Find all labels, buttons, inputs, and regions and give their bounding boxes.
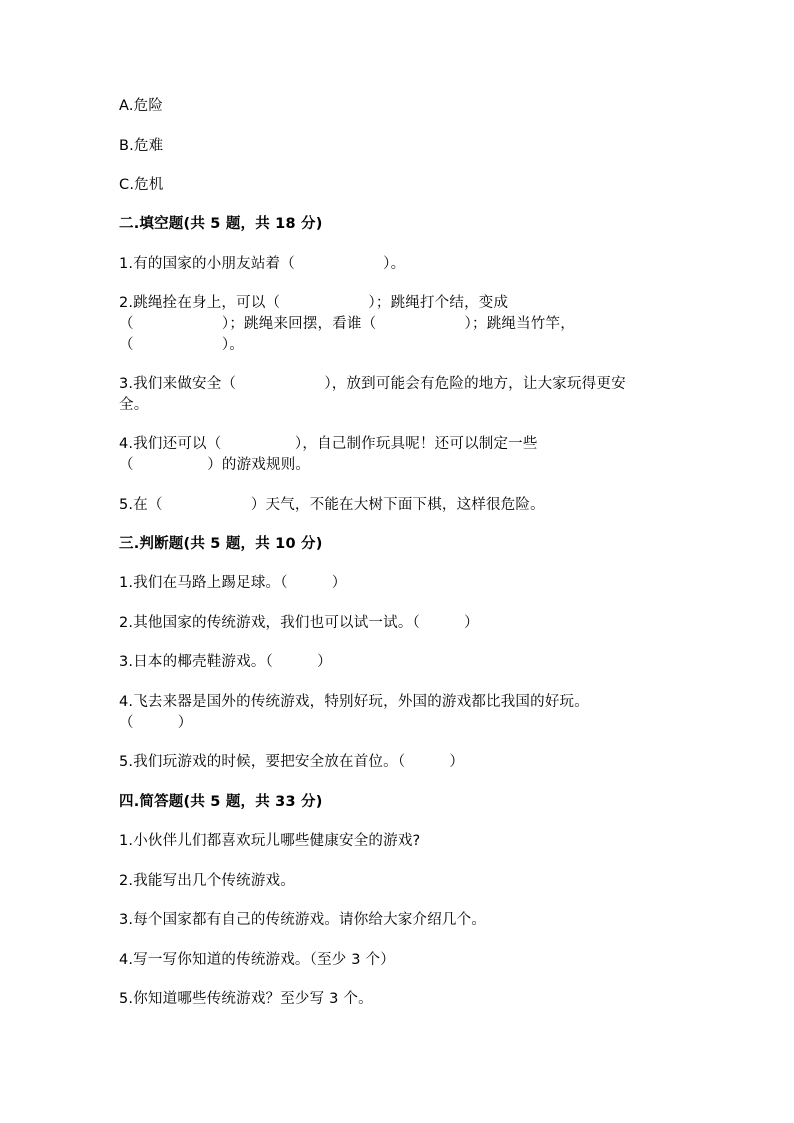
- fill-blank-question-4-line-1: 4.我们还可以（ ），自己制作玩具呢！还可以制定一些: [119, 436, 538, 452]
- fill-blank-question-2-line-2: （ ）；跳绳来回摆，看谁（ ）；跳绳当竹竿，: [119, 316, 575, 332]
- fill-blank-question-3-line-1: 3.我们来做安全（ ），放到可能会有危险的地方，让大家玩得更安: [119, 376, 626, 392]
- fill-blank-question-4-line-2: （ ）的游戏规则。: [119, 457, 311, 473]
- section-judgment-title: 三.判断题(共 5 题，共 10 分): [119, 536, 323, 552]
- option-a: A.危险: [119, 98, 164, 114]
- fill-blank-question-2-line-3: （ ）。: [119, 337, 245, 353]
- option-c: C.危机: [119, 177, 164, 193]
- judgment-question-4-line-1: 4.飞去来器是国外的传统游戏，特别好玩，外国的游戏都比我国的好玩。: [119, 694, 589, 710]
- fill-blank-question-5: 5.在（ ）天气，不能在大树下面下棋，这样很危险。: [119, 497, 545, 513]
- judgment-question-5: 5.我们玩游戏的时候，要把安全放在首位。（ ）: [119, 754, 465, 770]
- fill-blank-question-1: 1.有的国家的小朋友站着（ ）。: [119, 256, 406, 272]
- short-answer-question-5: 5.你知道哪些传统游戏？至少写 3 个。: [119, 991, 373, 1007]
- short-answer-question-2: 2.我能写出几个传统游戏。: [119, 873, 295, 889]
- short-answer-question-3: 3.每个国家都有自己的传统游戏。请你给大家介绍几个。: [119, 912, 487, 928]
- short-answer-question-1: 1.小伙伴儿们都喜欢玩儿哪些健康安全的游戏?: [119, 833, 421, 849]
- section-short-answer-title: 四.简答题(共 5 题，共 33 分): [119, 794, 323, 810]
- short-answer-question-4: 4.写一写你知道的传统游戏。（至少 3 个）: [119, 952, 395, 968]
- judgment-question-2: 2.其他国家的传统游戏，我们也可以试一试。（ ）: [119, 615, 479, 631]
- judgment-question-4-line-2: （ ）: [119, 715, 193, 731]
- judgment-question-1: 1.我们在马路上踢足球。（ ）: [119, 575, 347, 591]
- section-fill-blank-title: 二.填空题(共 5 题，共 18 分): [119, 216, 323, 232]
- fill-blank-question-3-line-2: 全。: [119, 397, 149, 413]
- option-b: B.危难: [119, 138, 164, 154]
- fill-blank-question-2-line-1: 2.跳绳拴在身上，可以（ ）；跳绳打个结，变成: [119, 295, 509, 311]
- judgment-question-3: 3.日本的椰壳鞋游戏。（ ）: [119, 654, 332, 670]
